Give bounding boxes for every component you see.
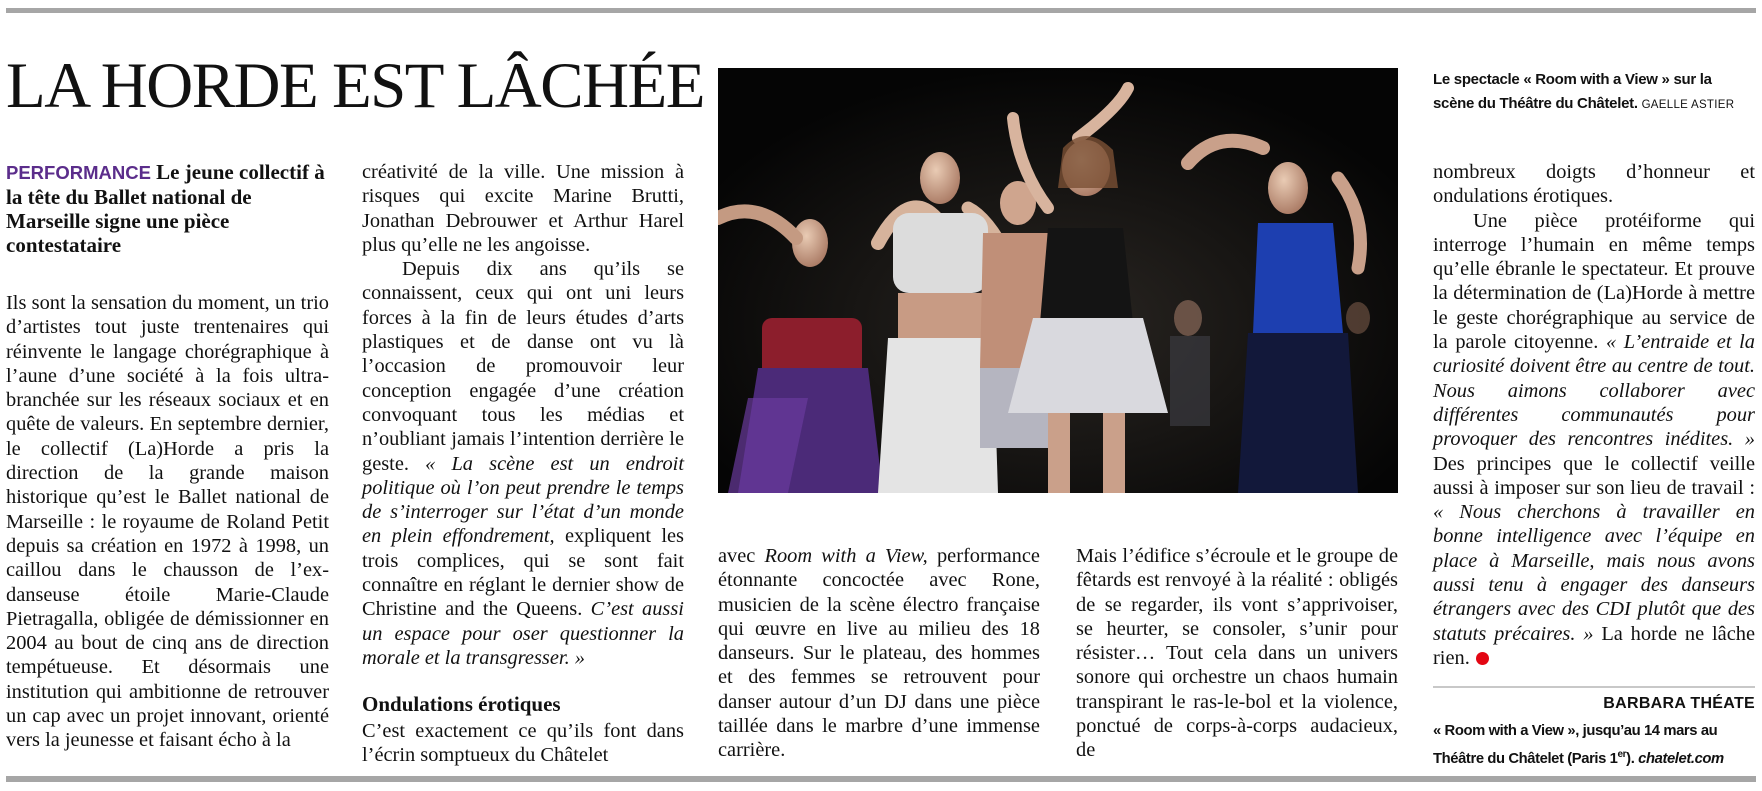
column-4 [1076,544,1398,763]
body-paragraph: Ils sont la sensation du moment, un trio d’artistes tout juste trentenaires qui réinvente le langage chorégraphique à l’aune d’une société à la fois ultra-branchée sur les réseaux sociaux et en quête de valeurs. En septembre dernier, le collectif (La)Horde a pris la direction de la grande maison historique qu’est le Ballet national de Marseille : le royaume de Roland Petit depuis sa création en 1972 à 1998, un caillou dans le chausson de l’ex-danseuse étoile Marie-Claude Pietragalla, obligée de démissionner en 2004 au bout de cinq ans de direction tempétueuse. Et désormais une institution qui ambitionne de retrouver un cap avec un projet innovant, orienté vers la jeunesse et faisant écho à la [6,292,329,752]
body-paragraph [1433,209,1755,671]
standfirst [6,160,329,257]
quote-text: « L’entraide et la curiosité doivent être au centre de tout. Nous aimons collaborer avec différentes communautés pour provoquer des rencontres inédites. » [1433,331,1755,451]
show-info-superscript: er [1617,749,1627,760]
column-2 [362,160,684,767]
show-info-close: ). [1626,750,1635,767]
column-3 [718,544,1040,763]
headline: LA HORDE EST LÂCHÉE [6,50,704,122]
subheading: Ondulations érotiques [362,692,561,717]
body-paragraph: Mais l’édifice s’écroule et le groupe de fêtards est renvoyé à la réalité : obligés de se regarder, ils vont s’apprivoiser, se heurter, se consoler, s’unir pour résister… Tout cela dans un univers sonore qui orchestre un chaos humain transpirant le ras-le-bol et la violence, ponctué de corps-à-corps audacieux, de [1076,545,1398,762]
top-rule [6,8,1756,13]
show-website-link[interactable]: chatelet.com [1638,750,1724,767]
show-info-text: « Room with a View », jusqu’au 14 mars au Théâtre du Châtelet (Paris 1 [1433,723,1718,767]
end-of-article-dot-icon [1476,652,1489,665]
body-text: Des principes que le collectif veille aussi à imposer sur son lieu de travail : [1433,452,1755,499]
body-paragraph: créativité de la ville. Une mission à risques qui excite Marine Brutti, Jonathan Debrouwer et Arthur Harel plus qu’elle ne les angoisse. [362,161,684,256]
column-1 [6,160,329,753]
closing-text: La horde ne lâche rien. [1433,622,1755,669]
body-paragraph [718,544,1040,763]
photo-credit: GAELLE ASTIER [1641,99,1735,111]
body-text: performance étonnante concoctée avec Rone, musicien de la scène électro française qui œuvre en live au milieu des 18 danseurs. Sur le plateau, des hommes et des femmes se retrouvent pour danser autour d’un DJ dans une pièce taillée dans le marbre d’une immense carrière. [718,545,1040,762]
quote-text: « La scène est un endroit politique où l’on peut prendre le temps de s’interroger sur l’état d’un monde en plein effondrement, [362,452,684,548]
dance-photo [718,68,1398,493]
body-paragraph: nombreux doigts d’honneur et ondulations érotiques. [1433,161,1755,208]
body-paragraph: C’est exactement ce qu’ils font dans l’écrin somptueux du Châtelet [362,719,684,766]
show-title: Room with a View, [764,545,928,567]
show-info [1433,720,1762,771]
body-paragraph [362,257,684,670]
author-signature: BARBARA THÉATE [1603,695,1755,712]
body-text: avec [718,545,756,567]
rubric-label: PERFORMANCE [6,162,151,183]
photo-caption [1433,68,1755,117]
body-text: Une pièce protéiforme qui interroge l’humain en même temps qu’elle ébranle le spectateur. Et prouve la détermination de (La)Horde à mettre le geste chorégraphique au service de la parole citoyenne. [1433,209,1755,354]
caption-text: Le spectacle « Room with a View » sur la scène du Théâtre du Châtelet. [1433,71,1712,112]
column-5 [1433,160,1755,670]
body-text: expliquent les trois complices, qui se sont fait connaître en réglant le dernier show de Christine and the Queens. [362,525,684,621]
signature-rule [1433,686,1755,688]
quote-text: C’est aussi un espace pour oser questionner la morale et la transgresser. » [362,598,684,669]
quote-text: « Nous cherchons à travailler en bonne intelligence avec l’équipe en place à Marseille, mais nous avons aussi tenu à engager des danseurs étrangers avec des CDI plutôt que des statuts précaires. » [1433,501,1755,645]
dancers-image [718,68,1398,493]
standfirst-text: Le jeune collectif à la tête du Ballet national de Marseille signe une pièce contestataire [6,160,325,257]
body-text: Depuis dix ans qu’ils se connaissent, ceux qui ont uni leurs forces à la fin de leurs études d’arts plastiques et de danse ont vu là l’occasion de promouvoir leur conception engagée d’une création convoquant tous les médias et n’oubliant jamais l’intention derrière le geste. [362,258,684,475]
bottom-rule [6,776,1756,782]
